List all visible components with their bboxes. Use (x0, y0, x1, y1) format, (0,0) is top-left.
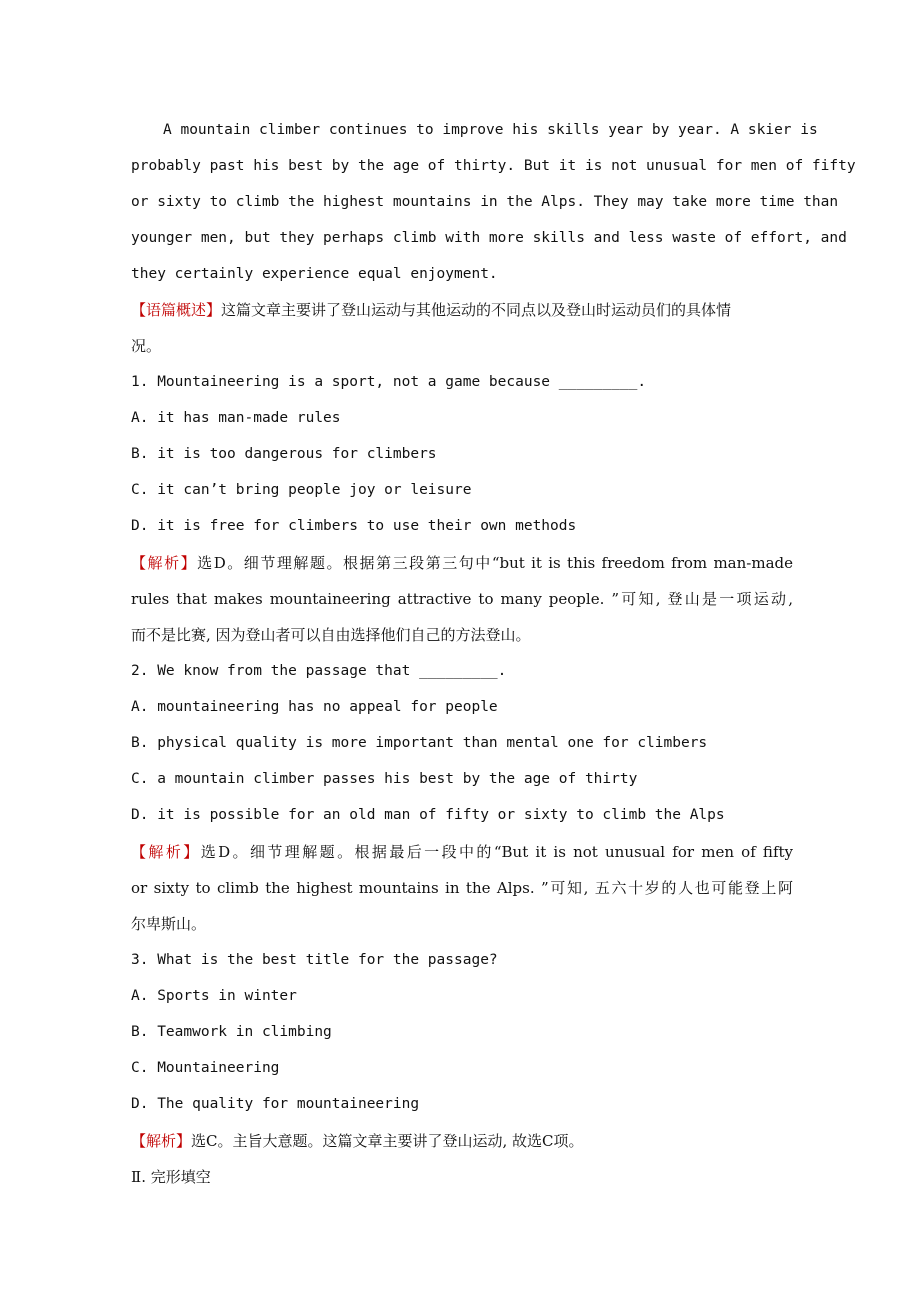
analysis-tag: 【解析】 (131, 554, 198, 572)
summary-line: 况。 (131, 337, 162, 355)
analysis-line (131, 1131, 793, 1151)
analysis-line (131, 842, 793, 862)
analysis-line: 而不是比赛, 因为登山者可以自由选择他们自己的方法登山。 (131, 626, 531, 644)
analysis-line: or sixty to climb the highest mountains in the Alps. ”可知, 五六十岁的人也可能登上阿 (131, 879, 793, 897)
passage-line: they certainly experience equal enjoyment. (131, 266, 498, 282)
option-c: C. a mountain climber passes his best by the age of thirty (131, 771, 638, 787)
option-a: A. mountaineering has no appeal for people (131, 699, 498, 715)
analysis-tag: 【解析】 (131, 1132, 192, 1150)
question-stem: 3. What is the best title for the passage? (131, 952, 498, 968)
option-b: B. it is too dangerous for climbers (131, 446, 437, 462)
analysis-line: 尔卑斯山。 (131, 915, 207, 933)
passage-line: younger men, but they perhaps climb with more skills and less waste of effort, and (131, 230, 847, 246)
analysis-text: 选C。主旨大意题。这篇文章主要讲了登山运动, 故选C项。 (191, 1132, 584, 1150)
passage-line: probably past his best by the age of thirty. But it is not unusual for men of fifty (131, 158, 856, 174)
passage-line: or sixty to climb the highest mountains in the Alps. They may take more time than (131, 194, 839, 210)
analysis-text: 选D。细节理解题。根据第三段第三句中“but it is this freedom from man-made (197, 554, 793, 572)
option-d: D. it is possible for an old man of fifty or sixty to climb the Alps (131, 807, 725, 823)
analysis-line: rules that makes mountaineering attractive to many people. ”可知, 登山是一项运动, (131, 590, 793, 608)
section-heading: Ⅱ. 完形填空 (131, 1168, 211, 1186)
summary-tag: 【语篇概述】 (131, 301, 222, 319)
option-d: D. it is free for climbers to use their own methods (131, 518, 577, 534)
question-stem: 2. We know from the passage that _________. (131, 663, 507, 679)
analysis-line (131, 553, 793, 573)
question-stem: 1. Mountaineering is a sport, not a game because _________. (131, 374, 647, 390)
option-b: B. Teamwork in climbing (131, 1024, 332, 1040)
analysis-text: 选D。细节理解题。根据最后一段中的“But it is not unusual for men of fifty (200, 843, 793, 861)
summary-line (131, 300, 793, 320)
option-c: C. it can’t bring people joy or leisure (131, 482, 472, 498)
passage-line: A mountain climber continues to improve his skills year by year. A skier is (163, 122, 818, 138)
analysis-tag: 【解析】 (131, 843, 201, 861)
option-d: D. The quality for mountaineering (131, 1096, 420, 1112)
option-c: C. Mountaineering (131, 1060, 280, 1076)
summary-text: 这篇文章主要讲了登山运动与其他运动的不同点以及登山时运动员们的具体情 (221, 301, 732, 319)
option-a: A. it has man-made rules (131, 410, 341, 426)
option-b: B. physical quality is more important than mental one for climbers (131, 735, 708, 751)
option-a: A. Sports in winter (131, 988, 297, 1004)
